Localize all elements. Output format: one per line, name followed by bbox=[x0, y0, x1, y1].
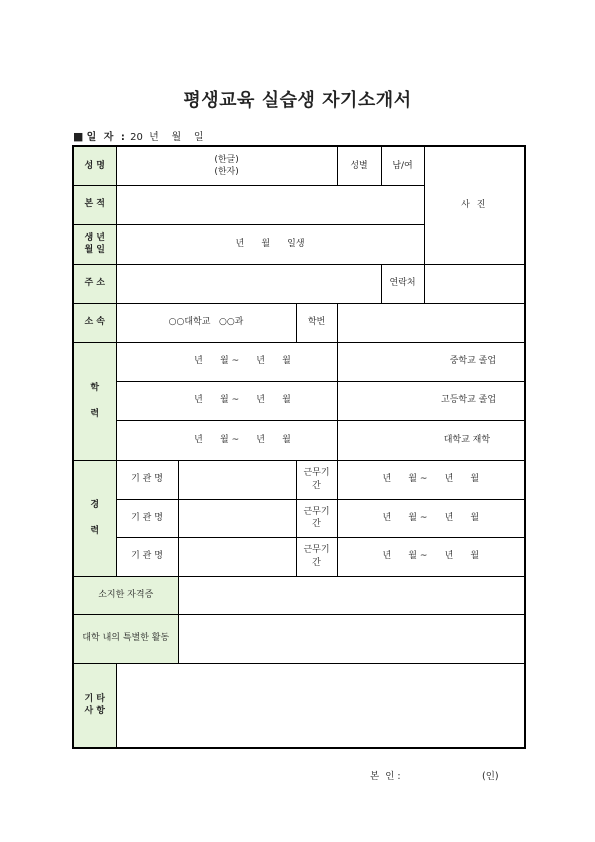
student-id-label: 학번 bbox=[296, 303, 337, 342]
photo-box[interactable]: 사 진 bbox=[424, 146, 525, 264]
career-org-label-3: 기 관 명 bbox=[116, 537, 178, 576]
other-field[interactable] bbox=[116, 663, 525, 748]
contact-field[interactable] bbox=[424, 264, 525, 303]
student-id-field[interactable] bbox=[337, 303, 525, 342]
career-period-1[interactable]: 년 월 ~ 년 월 bbox=[337, 460, 525, 499]
origin-label: 본 적 bbox=[73, 185, 116, 224]
birth-label-line-1: 생 년 bbox=[84, 232, 106, 243]
affiliation-field[interactable]: ○○대학교 ○○과 bbox=[116, 303, 296, 342]
education-label bbox=[73, 342, 116, 460]
date-value: 20 년 월 일 bbox=[130, 132, 204, 143]
career-period-label-3: 근무기간 bbox=[296, 537, 337, 576]
career-org-field-2[interactable] bbox=[178, 499, 296, 537]
self-introduction-form bbox=[72, 145, 526, 749]
gender-label: 성별 bbox=[337, 146, 381, 185]
career-org-field-3[interactable] bbox=[178, 537, 296, 576]
education-school-1[interactable]: 중학교 졸업 bbox=[337, 342, 525, 381]
career-period-label-2: 근무기간 bbox=[296, 499, 337, 537]
career-period-2[interactable]: 년 월 ~ 년 월 bbox=[337, 499, 525, 537]
gender-field[interactable]: 남/여 bbox=[381, 146, 424, 185]
square-bullet-icon: ■ bbox=[73, 130, 84, 143]
education-label-line-2: 력 bbox=[90, 409, 100, 419]
education-period-3[interactable]: 년 월 ~ 년 월 bbox=[116, 420, 337, 460]
name-korean-label: (한글) bbox=[214, 154, 239, 165]
activities-label: 대학 내의 특별한 활동 bbox=[73, 614, 178, 663]
birth-label-line-2: 월 일 bbox=[84, 245, 106, 255]
name-hanja-label: (한자) bbox=[214, 166, 239, 177]
address-label: 주 소 bbox=[73, 264, 116, 303]
document-title: 평생교육 실습생 자기소개서 bbox=[183, 90, 412, 111]
birth-label bbox=[73, 224, 116, 264]
other-label bbox=[73, 663, 116, 748]
affiliation-label: 소 속 bbox=[73, 303, 116, 342]
career-period-label-1: 근무기간 bbox=[296, 460, 337, 499]
date-label: 일 자 : bbox=[86, 132, 127, 143]
certificates-label: 소지한 자격증 bbox=[73, 576, 178, 614]
other-label-line-1: 기 타 bbox=[84, 694, 106, 705]
career-org-label-1: 기 관 명 bbox=[116, 460, 178, 499]
certificates-field[interactable] bbox=[178, 576, 525, 614]
signature-line bbox=[370, 768, 499, 782]
name-label: 성 명 bbox=[73, 146, 116, 185]
career-period-3[interactable]: 년 월 ~ 년 월 bbox=[337, 537, 525, 576]
origin-field[interactable] bbox=[116, 185, 424, 224]
contact-label: 연락처 bbox=[381, 264, 424, 303]
education-period-2[interactable]: 년 월 ~ 년 월 bbox=[116, 381, 337, 420]
education-label-line-1: 학 bbox=[90, 382, 100, 393]
career-label-line-1: 경 bbox=[90, 499, 100, 510]
career-org-field-1[interactable] bbox=[178, 460, 296, 499]
education-school-3[interactable]: 대학교 재학 bbox=[337, 420, 525, 460]
address-field[interactable] bbox=[116, 264, 381, 303]
activities-field[interactable] bbox=[178, 614, 525, 663]
birth-field[interactable]: 년 월 일생 bbox=[116, 224, 424, 264]
date-line bbox=[73, 128, 204, 143]
career-org-label-2: 기 관 명 bbox=[116, 499, 178, 537]
career-label bbox=[73, 460, 116, 576]
name-field[interactable] bbox=[116, 146, 337, 185]
other-label-line-2: 사 항 bbox=[84, 706, 106, 717]
signature-label: 본 인 : bbox=[370, 771, 401, 782]
education-period-1[interactable]: 년 월 ~ 년 월 bbox=[116, 342, 337, 381]
education-school-2[interactable]: 고등학교 졸업 bbox=[337, 381, 525, 420]
seal-mark[interactable]: (인) bbox=[482, 771, 499, 782]
career-label-line-2: 력 bbox=[90, 526, 100, 536]
